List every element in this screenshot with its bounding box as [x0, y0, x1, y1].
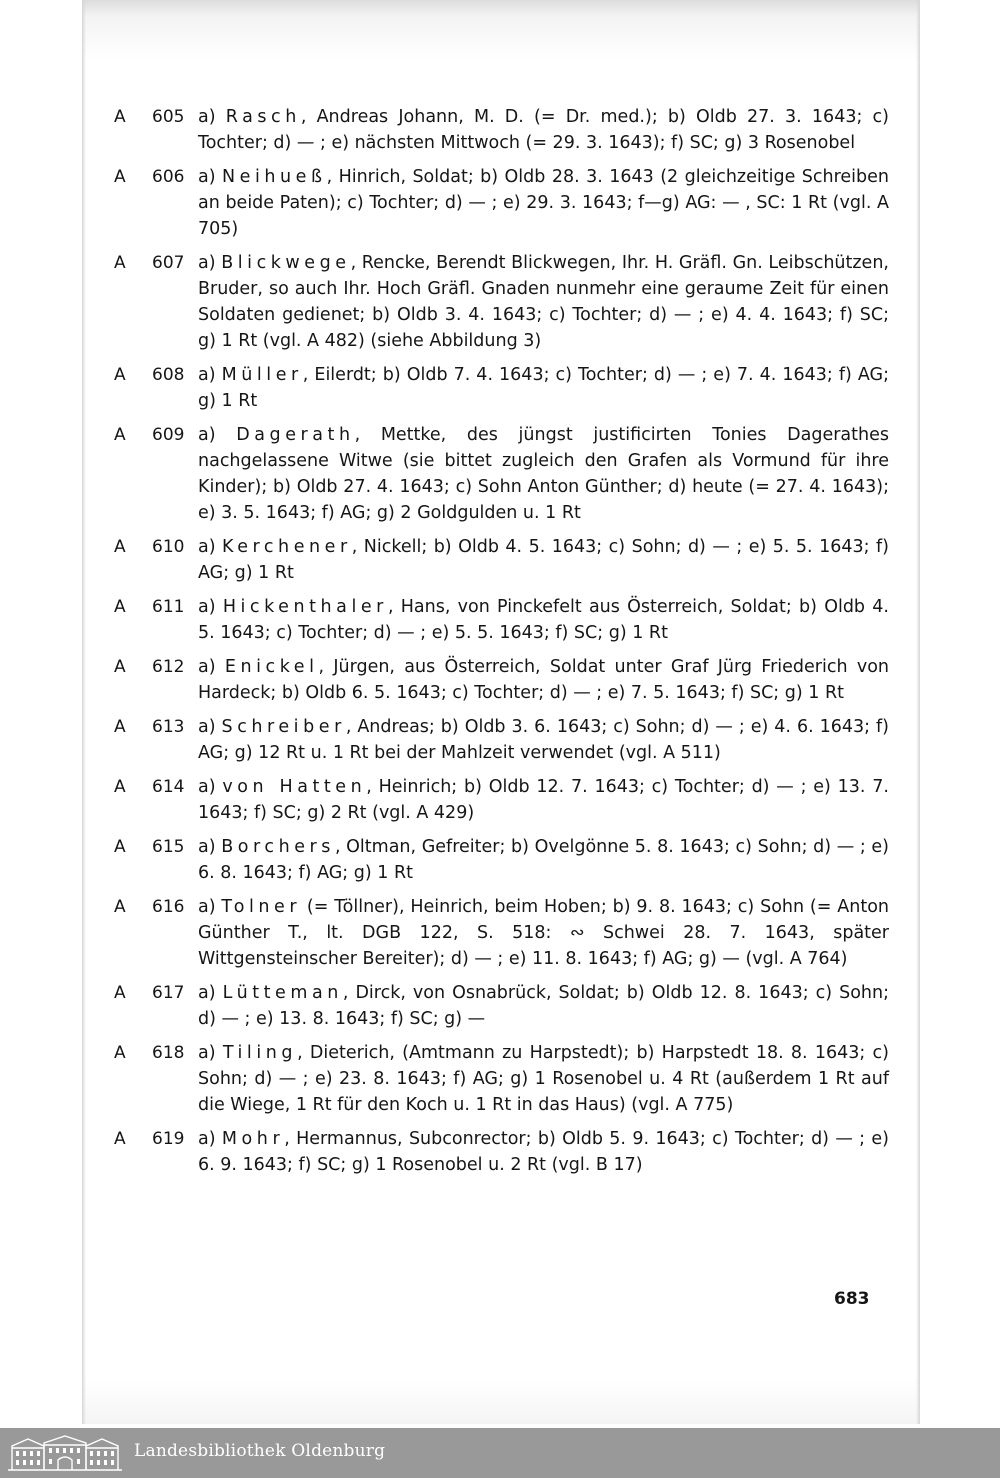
- entry-marker: a): [198, 167, 216, 187]
- entry-text: [198, 1126, 889, 1178]
- entry-number: 611: [152, 597, 185, 617]
- entry-text: [198, 834, 889, 886]
- entry-reference: [114, 834, 184, 860]
- entry-series: A: [114, 107, 126, 127]
- entry-series: A: [114, 897, 126, 917]
- entry-details: , Andreas; b) Oldb 3. 6. 1643; c) Sohn; d) — ; e) 4. 6. 1643; f) AG; g) 12 Rt u. 1 Rt bei der Mahlzeit verwendet (vgl. A 511): [198, 717, 889, 763]
- entry-series: A: [114, 983, 126, 1003]
- entry-surname: von Hatten: [222, 777, 367, 797]
- entry-number: 616: [152, 897, 185, 917]
- entry-surname: Müller: [221, 365, 303, 385]
- entry-surname: Tolner: [221, 897, 302, 917]
- entry-text: [198, 422, 889, 526]
- entry-surname: Lütteman: [222, 983, 343, 1003]
- register-entry: [114, 534, 889, 586]
- entry-text: [198, 250, 889, 354]
- entry-text: [198, 164, 889, 242]
- entry-text: [198, 1040, 889, 1118]
- entry-details: , Andreas Johann, M. D. (= Dr. med.); b) Oldb 27. 3. 1643; c) Tochter; d) — ; e) nächsten Mittwoch (= 29. 3. 1643); f) SC; g) 3 Rosenobel: [198, 107, 889, 153]
- entry-series: A: [114, 657, 126, 677]
- entry-text: [198, 980, 889, 1032]
- page-number: 683: [834, 1289, 870, 1309]
- entry-reference: [114, 654, 184, 680]
- entry-details: , Hans, von Pinckefelt aus Österreich, Soldat; b) Oldb 4. 5. 1643; c) Tochter; d) — ; e) 5. 5. 1643; f) SC; g) 1 Rt: [198, 597, 889, 643]
- entry-marker: a): [198, 537, 216, 557]
- entry-surname: Rasch: [225, 107, 301, 127]
- entry-series: A: [114, 425, 126, 445]
- entry-marker: a): [198, 1129, 216, 1149]
- entry-surname: Neihueß: [222, 167, 327, 187]
- entry-series: A: [114, 837, 126, 857]
- entry-marker: a): [198, 657, 216, 677]
- entry-marker: a): [198, 837, 216, 857]
- entry-surname: Hickenthaler: [222, 597, 388, 617]
- entry-reference: [114, 1126, 184, 1152]
- entry-details: , Oltman, Gefreiter; b) Ovelgönne 5. 8. 1643; c) Sohn; d) — ; e) 6. 8. 1643; f) AG; g) 1 Rt: [198, 837, 889, 883]
- entry-marker: a): [198, 983, 216, 1003]
- entry-surname: Kerchener: [222, 537, 352, 557]
- entry-marker: a): [198, 107, 216, 127]
- entry-details: , Hinrich, Soldat; b) Oldb 28. 3. 1643 (2 gleichzeitige Schreiben an beide Paten); c) Tochter; d) — ; e) 29. 3. 1643; f—g) AG: — , SC: 1 Rt (vgl. A 705): [198, 167, 889, 239]
- entry-details: , Dirck, von Osnabrück, Soldat; b) Oldb 12. 8. 1643; c) Sohn; d) — ; e) 13. 8. 1643; f) SC; g) —: [198, 983, 889, 1029]
- entry-number: 606: [152, 167, 185, 187]
- entry-details: , Mettke, des jüngst justificirten Tonies Dagerathes nachgelassene Witwe (sie bittet zugleich den Grafen als Vormund für ihre Kinder); b) Oldb 27. 4. 1643; c) Sohn Anton Günther; d) heute (= 27. 4. 1643); e) 3. 5. 1643; f) AG; g) 2 Goldgulden u. 1 Rt: [198, 425, 889, 523]
- register-entry: [114, 594, 889, 646]
- entry-number: 612: [152, 657, 185, 677]
- register-entry: [114, 834, 889, 886]
- page-edge-shadow-right: [916, 0, 920, 1424]
- entry-text: [198, 774, 889, 826]
- entry-reference: [114, 422, 184, 448]
- entry-reference: [114, 164, 184, 190]
- entry-reference: [114, 362, 184, 388]
- entry-details: , Rencke, Berendt Blickwegen, Ihr. H. Gräfl. Gn. Leibschützen, Bruder, so auch Ihr. Hoch Gräfl. Gnaden nunmehr eine geraume Zeit für einen Soldaten gedienet; b) Oldb 3. 4. 1643; c) Tochter; d) — ; e) 4. 4. 1643; f) SC; g) 1 Rt (vgl. A 482) (siehe Abbildung 3): [198, 253, 889, 351]
- library-building-icon: [6, 1434, 124, 1472]
- entry-details: , Heinrich; b) Oldb 12. 7. 1643; c) Tochter; d) — ; e) 13. 7. 1643; f) SC; g) 2 Rt (vgl. A 429): [198, 777, 889, 823]
- entry-reference: [114, 714, 184, 740]
- entry-reference: [114, 594, 184, 620]
- entry-number: 619: [152, 1129, 185, 1149]
- footer-bar: [0, 1428, 1000, 1478]
- entry-text: [198, 714, 889, 766]
- entry-series: A: [114, 1043, 126, 1063]
- entry-series: A: [114, 1129, 126, 1149]
- entry-surname: Schreiber: [221, 717, 346, 737]
- entry-number: 607: [152, 253, 185, 273]
- entry-surname: Mohr: [221, 1129, 285, 1149]
- entry-series: A: [114, 717, 126, 737]
- entry-surname: Tiling: [222, 1043, 298, 1063]
- entry-marker: a): [198, 897, 216, 917]
- entry-series: A: [114, 537, 126, 557]
- entry-reference: [114, 250, 184, 276]
- entry-marker: a): [198, 1043, 216, 1063]
- entry-number: 613: [152, 717, 185, 737]
- entry-surname: Blickwege: [221, 253, 351, 273]
- entry-text: [198, 654, 889, 706]
- entry-marker: a): [198, 717, 216, 737]
- entry-text: [198, 894, 889, 972]
- page-edge-shadow-left: [82, 0, 86, 1424]
- entry-details: , Jürgen, aus Österreich, Soldat unter Graf Jürg Friederich von Hardeck; b) Oldb 6. 5. 1643; c) Tochter; d) — ; e) 7. 5. 1643; f) SC; g) 1 Rt: [198, 657, 889, 703]
- register-entry: [114, 714, 889, 766]
- register-entry: [114, 980, 889, 1032]
- register-entry: [114, 1040, 889, 1118]
- register-entries: [114, 104, 889, 1186]
- register-entry: [114, 250, 889, 354]
- register-entry: [114, 104, 889, 156]
- entry-series: A: [114, 253, 126, 273]
- entry-number: 614: [152, 777, 185, 797]
- entry-text: [198, 594, 889, 646]
- entry-text: [198, 534, 889, 586]
- entry-reference: [114, 894, 184, 920]
- entry-details: , Eilerdt; b) Oldb 7. 4. 1643; c) Tochter; d) — ; e) 7. 4. 1643; f) AG; g) 1 Rt: [198, 365, 889, 411]
- entry-number: 617: [152, 983, 185, 1003]
- library-name: Landesbibliothek Oldenburg: [134, 1441, 386, 1461]
- register-entry: [114, 894, 889, 972]
- entry-series: A: [114, 777, 126, 797]
- entry-reference: [114, 980, 184, 1006]
- entry-surname: Borchers: [221, 837, 335, 857]
- entry-marker: a): [198, 777, 216, 797]
- register-entry: [114, 774, 889, 826]
- register-entry: [114, 422, 889, 526]
- entry-number: 615: [152, 837, 185, 857]
- entry-marker: a): [198, 597, 216, 617]
- entry-number: 618: [152, 1043, 185, 1063]
- entry-marker: a): [198, 425, 216, 445]
- register-entry: [114, 362, 889, 414]
- entry-reference: [114, 534, 184, 560]
- entry-details: , Dieterich, (Amtmann zu Harpstedt); b) Harpstedt 18. 8. 1643; c) Sohn; d) — ; e) 23. 8. 1643; f) AG; g) 1 Rosenobel u. 4 Rt (außerdem 1 Rt auf die Wiege, 1 Rt für den Koch u. 1 Rt in das Haus) (vgl. A 775): [198, 1043, 889, 1115]
- entry-text: [198, 362, 889, 414]
- entry-details: (= Töllner), Heinrich, beim Hoben; b) 9. 8. 1643; c) Sohn (= Anton Günther T., lt. DGB 122, S. 518: ∾ Schwei 28. 7. 1643, später Wittgensteinscher Bereiter); d) — ; e) 11. 8. 1643; f) AG; g) — (vgl. A 764): [198, 897, 889, 969]
- register-entry: [114, 1126, 889, 1178]
- entry-marker: a): [198, 365, 216, 385]
- entry-series: A: [114, 365, 126, 385]
- register-entry: [114, 164, 889, 242]
- entry-details: , Nickell; b) Oldb 4. 5. 1643; c) Sohn; d) — ; e) 5. 5. 1643; f) AG; g) 1 Rt: [198, 537, 889, 583]
- entry-text: [198, 104, 889, 156]
- entry-details: , Hermannus, Subconrector; b) Oldb 5. 9. 1643; c) Tochter; d) — ; e) 6. 9. 1643; f) SC; g) 1 Rosenobel u. 2 Rt (vgl. B 17): [198, 1129, 889, 1175]
- entry-surname: Enickel: [224, 657, 319, 677]
- entry-number: 608: [152, 365, 185, 385]
- entry-number: 605: [152, 107, 185, 127]
- entry-marker: a): [198, 253, 216, 273]
- entry-reference: [114, 104, 184, 130]
- entry-series: A: [114, 167, 126, 187]
- entry-surname: Dagerath: [236, 425, 355, 445]
- entry-reference: [114, 774, 184, 800]
- entry-series: A: [114, 597, 126, 617]
- register-entry: [114, 654, 889, 706]
- entry-reference: [114, 1040, 184, 1066]
- entry-number: 610: [152, 537, 185, 557]
- entry-number: 609: [152, 425, 185, 445]
